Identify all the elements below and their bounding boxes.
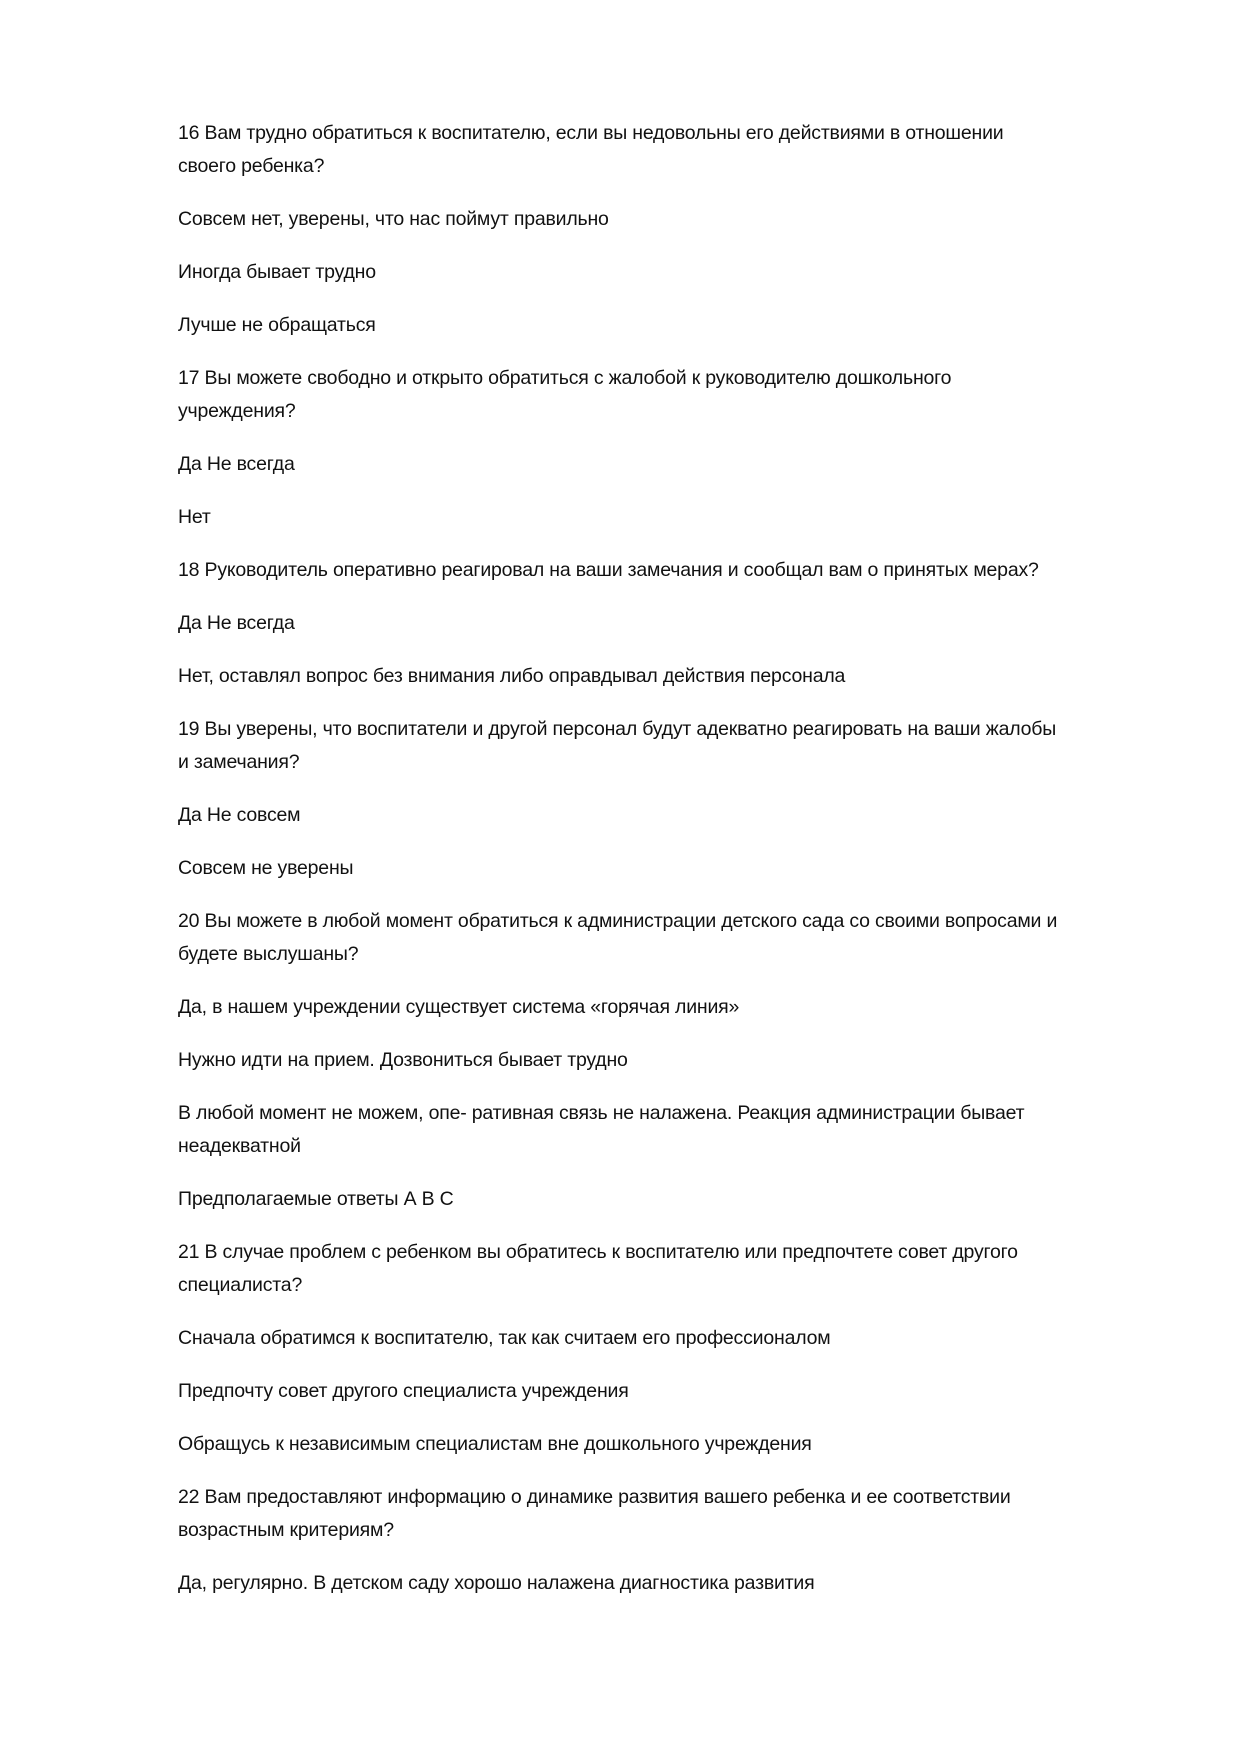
text-line: Да, в нашем учреждении существует система «горячая линия» [178,996,740,1018]
text-line: Предполагаемые ответы А В С [178,1188,454,1210]
text-line: будете выслушаны? [178,943,359,965]
answer-paragraph [178,203,1118,236]
answer-paragraph [178,501,1118,534]
text-line: специалиста? [178,1274,303,1296]
answer-paragraph [178,448,1118,481]
answer-paragraph [178,1567,1118,1600]
text-line: Да Не всегда [178,453,295,475]
text-line: Нужно идти на прием. Дозвониться бывает трудно [178,1049,628,1071]
text-line: учреждения? [178,400,296,422]
answer-paragraph [178,1428,1118,1461]
answer-paragraph [178,1375,1118,1408]
text-line: Нет [178,506,211,528]
text-line: 22 Вам предоставляют информацию о динамике развития вашего ребенка и ее соответствии [178,1486,1011,1508]
answer-paragraph [178,991,1118,1024]
answer-paragraph [178,852,1118,885]
text-line: 20 Вы можете в любой момент обратиться к администрации детского сада со своими вопросами и [178,910,1058,932]
text-line: В любой момент не можем, опе- ративная связь не налажена. Реакция администрации бывает [178,1102,1025,1124]
answer-paragraph [178,1183,1118,1216]
answer-paragraph [178,309,1118,342]
text-line: возрастным критериям? [178,1519,394,1541]
text-line: 19 Вы уверены, что воспитатели и другой персонал будут адекватно реагировать на ваши жалобы [178,718,1057,740]
question-paragraph [178,554,1118,587]
answer-paragraph [178,1044,1118,1077]
document-page [178,117,1118,1620]
text-line: 21 В случае проблем с ребенком вы обратитесь к воспитателю или предпочтете совет другого [178,1241,1018,1263]
text-line: Иногда бывает трудно [178,261,376,283]
question-paragraph [178,117,1118,183]
answer-paragraph [178,256,1118,289]
text-line: 17 Вы можете свободно и открыто обратиться с жалобой к руководителю дошкольного [178,367,952,389]
question-paragraph [178,1236,1118,1302]
text-line: 16 Вам трудно обратиться к воспитателю, если вы недовольны его действиями в отношении [178,122,1004,144]
question-paragraph [178,713,1118,779]
question-paragraph [178,905,1118,971]
text-line: неадекватной [178,1135,301,1157]
text-line: Обращусь к независимым специалистам вне дошкольного учреждения [178,1433,812,1455]
answer-paragraph [178,799,1118,832]
text-line: Сначала обратимся к воспитателю, так как считаем его профессионалом [178,1327,831,1349]
text-line: Нет, оставлял вопрос без внимания либо оправдывал действия персонала [178,665,846,687]
answer-paragraph [178,1322,1118,1355]
text-line: Да Не всегда [178,612,295,634]
question-paragraph [178,362,1118,428]
text-line: и замечания? [178,751,300,773]
text-line: Да, регулярно. В детском саду хорошо налажена диагностика развития [178,1572,815,1594]
answer-paragraph [178,660,1118,693]
text-line: своего ребенка? [178,155,325,177]
question-paragraph [178,1481,1118,1547]
answer-paragraph [178,1097,1118,1163]
answer-paragraph [178,607,1118,640]
text-line: Совсем не уверены [178,857,354,879]
text-line: 18 Руководитель оперативно реагировал на ваши замечания и сообщал вам о принятых мерах? [178,559,1039,581]
text-line: Предпочту совет другого специалиста учреждения [178,1380,629,1402]
text-line: Совсем нет, уверены, что нас поймут правильно [178,208,609,230]
text-line: Да Не совсем [178,804,301,826]
text-line: Лучше не обращаться [178,314,376,336]
